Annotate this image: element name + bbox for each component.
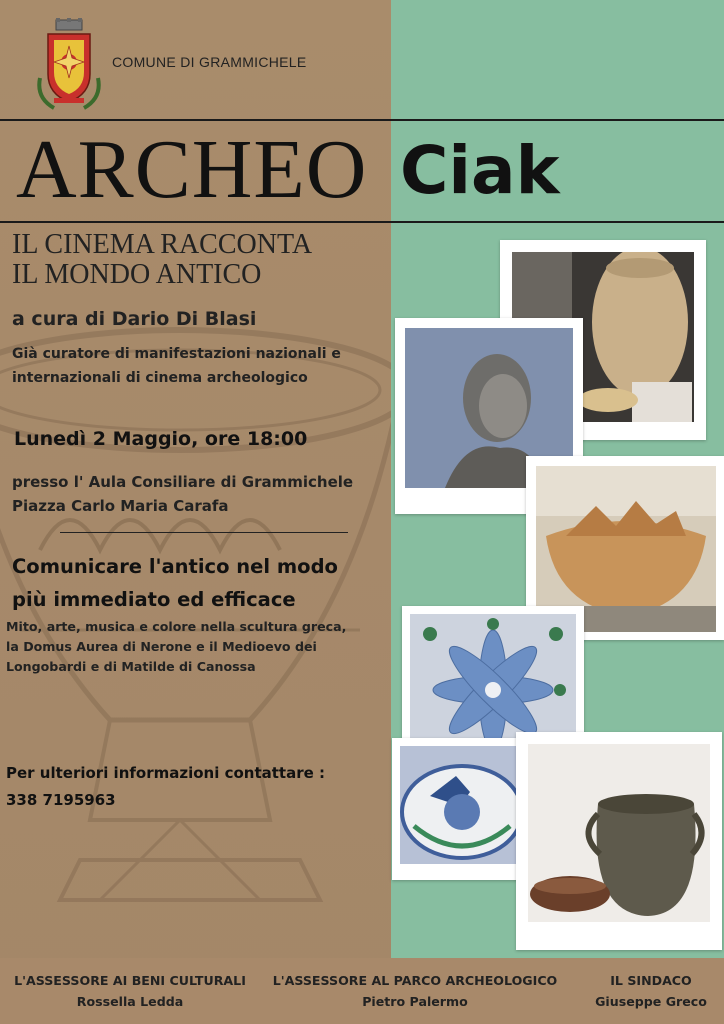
curator-desc-line-1: Già curatore di manifestazioni nazionali e bbox=[12, 346, 341, 362]
curator-name: a cura di Dario Di Blasi bbox=[12, 308, 257, 330]
tagline-line-2: più immediato ed efficace bbox=[12, 588, 296, 611]
section-divider bbox=[60, 532, 348, 533]
signature-role: L'ASSESSORE AI BENI CULTURALI bbox=[14, 973, 246, 988]
contact-phone: 338 7195963 bbox=[6, 791, 116, 809]
curator-description bbox=[12, 342, 397, 390]
event-place-line-1: presso l' Aula Consiliare di Grammichele bbox=[12, 473, 354, 491]
title-archeo: ARCHEO bbox=[16, 123, 368, 216]
event-place-line-2: Piazza Carlo Maria Carafa bbox=[12, 497, 229, 515]
curator-desc-line-2: internazionali di cinema archeologico bbox=[12, 370, 308, 386]
signature-role: L'ASSESSORE AL PARCO ARCHEOLOGICO bbox=[272, 973, 558, 988]
signature-archaeological-park bbox=[266, 970, 564, 1012]
photo-clay-jug bbox=[516, 732, 722, 950]
comune-name: COMUNE DI GRAMMICHELE bbox=[112, 54, 307, 70]
signature-mayor bbox=[586, 970, 716, 1012]
title-bottom-rule bbox=[0, 221, 724, 223]
description-line-3: Longobardi e di Matilde di Canossa bbox=[6, 659, 256, 674]
coat-of-arms-icon bbox=[34, 18, 104, 112]
signature-cultural-heritage bbox=[12, 970, 248, 1012]
photo-painted-bowl bbox=[392, 738, 532, 880]
title-ciak: Ciak bbox=[400, 132, 560, 209]
tagline bbox=[12, 550, 338, 616]
tagline-line-1: Comunicare l'antico nel modo bbox=[12, 555, 338, 578]
event-description bbox=[6, 617, 391, 677]
signature-role: IL SINDACO bbox=[610, 973, 692, 988]
contact-info bbox=[6, 760, 325, 814]
subtitle-line-1: IL CINEMA RACCONTA bbox=[12, 229, 313, 260]
signature-name: Pietro Palermo bbox=[362, 994, 468, 1009]
subtitle-line-2: IL MONDO ANTICO bbox=[12, 259, 262, 290]
description-line-2: la Domus Aurea di Nerone e il Medioevo dei bbox=[6, 639, 317, 654]
contact-label: Per ulteriori informazioni contattare : bbox=[6, 764, 325, 782]
event-date: Lunedì 2 Maggio, ore 18:00 bbox=[14, 428, 308, 450]
event-place bbox=[12, 470, 353, 518]
title-top-rule bbox=[0, 119, 724, 121]
signature-name: Giuseppe Greco bbox=[595, 994, 707, 1009]
signature-name: Rossella Ledda bbox=[76, 994, 184, 1009]
description-line-1: Mito, arte, musica e colore nella scultura greca, bbox=[6, 619, 347, 634]
subtitle bbox=[12, 230, 312, 290]
